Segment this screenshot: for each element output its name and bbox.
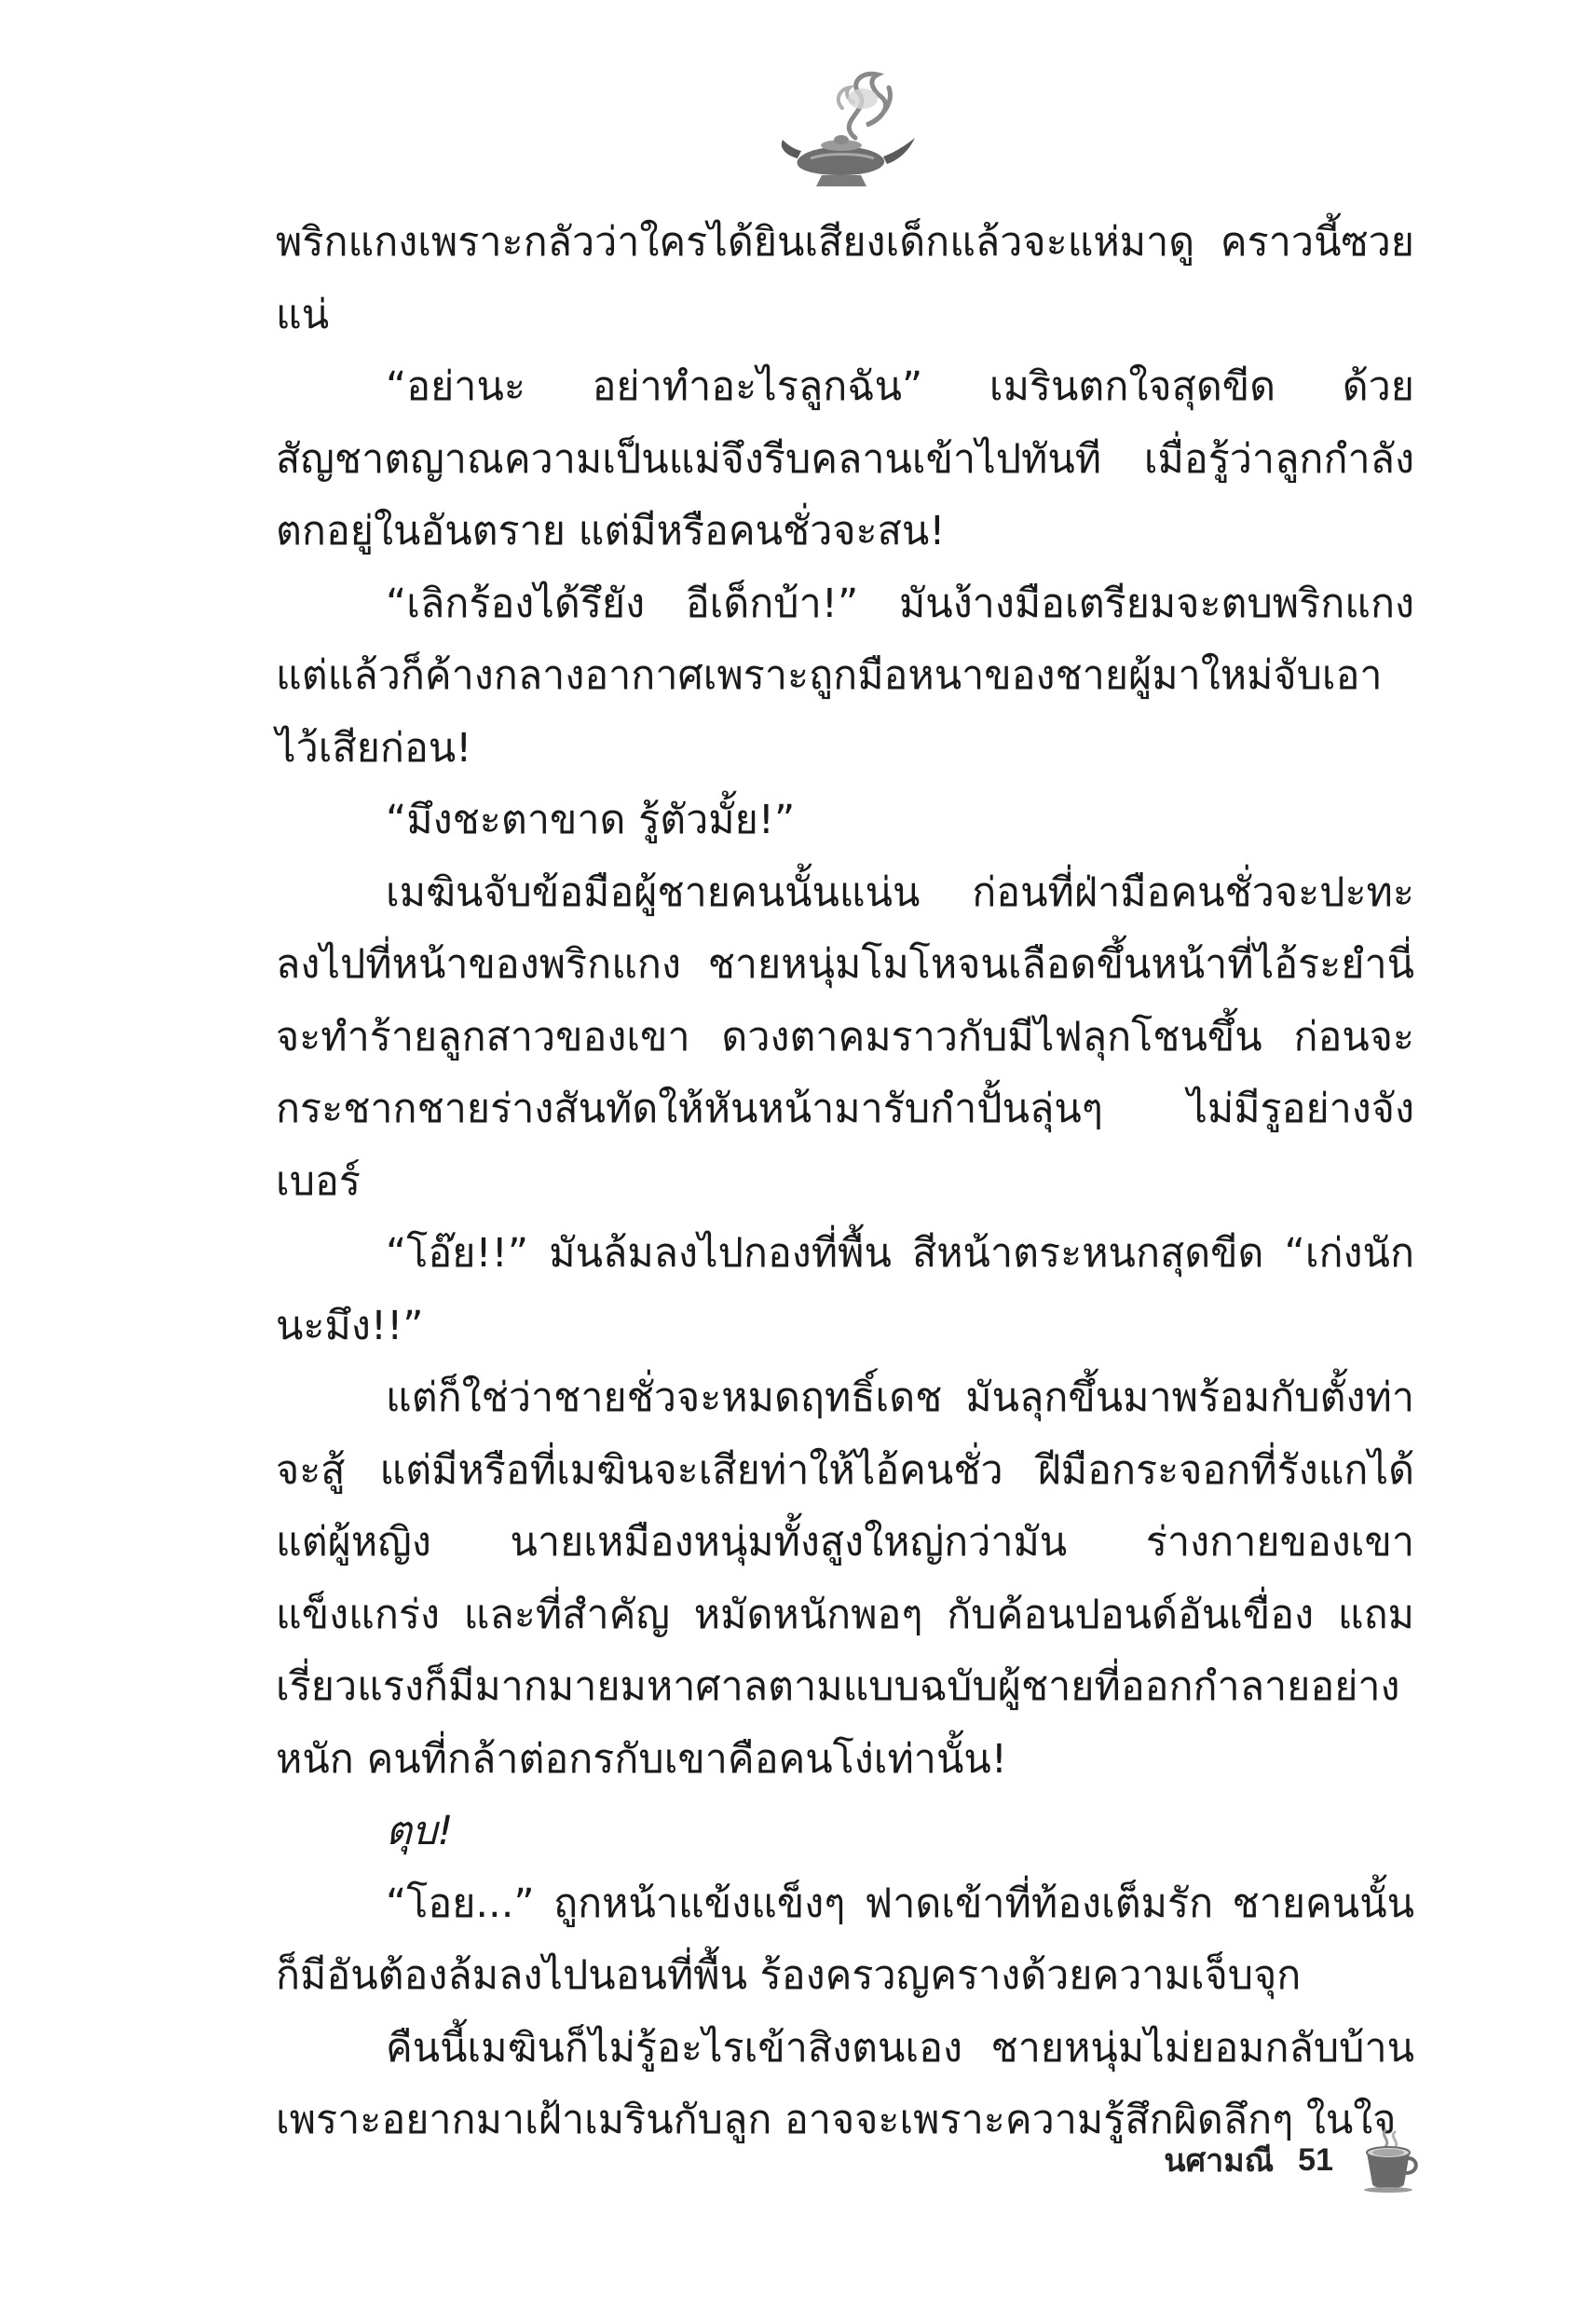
page-number: 51 (1298, 2141, 1333, 2178)
paragraph-4: “มึงชะตาขาด รู้ตัวมั้ย!” (386, 797, 796, 843)
paragraph-8: ตุบ! (386, 1808, 454, 1854)
paragraph-2: “อย่านะ อย่าทำอะไรลูกฉัน” เมรินตกใจสุดขีด ด้วยสัญชาตญาณความเป็นแม่จึงรีบคลานเข้าไปทันที เมื่อรู้ว่าลูกกำลังตกอยู่ในอันตราย แต่มีหรือคนชั่วจะสน! (276, 363, 1414, 554)
author-name: นศามณี (1164, 2142, 1275, 2180)
paragraph-3: “เลิกร้องได้รึยัง อีเด็กบ้า!” มันง้างมือเตรียมจะตบพริกแกง แต่แล้วก็ค้างกลางอากาศเพราะถูกมือหนาของชายผู้มาใหม่จับเอาไว้เสียก่อน! (276, 580, 1414, 772)
paragraph-1: พริกแกงเพราะกลัวว่าใครได้ยินเสียงเด็กแล้วจะแห่มาดู คราวนี้ซวยแน่ (276, 219, 1414, 338)
body-text (276, 207, 1414, 2157)
paragraph-6: “โอ๊ย!!” มันล้มลงไปกองที่พื้น สีหน้าตระหนกสุดขีด “เก่งนักนะมึง!!” (276, 1230, 1414, 1349)
paragraph-5: เมฆินจับข้อมือผู้ชายคนนั้นแน่น ก่อนที่ฝ่ามือคนชั่วจะปะทะลงไปที่หน้าของพริกแกง ชายหนุ่มโมโหจนเลือดขึ้นหน้าที่ไอ้ระยำนี่จะทำร้ายลูกสาวของเขา ดวงตาคมราวกับมีไฟลุกโชนขึ้น ก่อนจะกระชากชายร่างสันทัดให้หันหน้ามารับกำปั้นลุ่นๆ ไม่มีรูอย่างจังเบอร์ (276, 868, 1414, 1205)
paragraph-9: “โอย...” ถูกหน้าแข้งแข็งๆ ฟาดเข้าที่ท้องเต็มรัก ชายคนนั้นก็มีอันต้องล้มลงไปนอนที่พื้น ร้องครวญครางด้วยความเจ็บจุก (276, 1880, 1414, 1999)
paragraph-7: แต่ก็ใช่ว่าชายชั่วจะหมดฤทธิ์เดช มันลุกขึ้นมาพร้อมกับตั้งท่าจะสู้ แต่มีหรือที่เมฆินจะเสียท่าให้ไอ้คนชั่ว ฝีมือกระจอกที่รังแกได้แต่ผู้หญิง นายเหมืองหนุ่มทั้งสูงใหญ่กว่ามัน ร่างกายของเขาแข็งแกร่ง และที่สำคัญ หมัดหนักพอๆ กับค้อนปอนด์อันเขื่อง แถมเรี่ยวแรงก็มีมากมายมหาศาลตามแบบฉบับผู้ชายที่ออกกำลายอย่างหนัก คนที่กล้าต่อกรกับเขาคือคนโง่เท่านั้น! (276, 1374, 1414, 1783)
paragraph-10: คืนนี้เมฆินก็ไม่รู้อะไรเข้าสิงตนเอง ชายหนุ่มไม่ยอมกลับบ้านเพราะอยากมาเฝ้าเมรินกับลูก อาจจะเพราะความรู้สึกผิดลึกๆ ในใจ (276, 2024, 1414, 2143)
coffee-cup-icon (1357, 2126, 1419, 2194)
page-footer (1164, 2123, 1419, 2197)
genie-lamp-icon (770, 65, 919, 196)
